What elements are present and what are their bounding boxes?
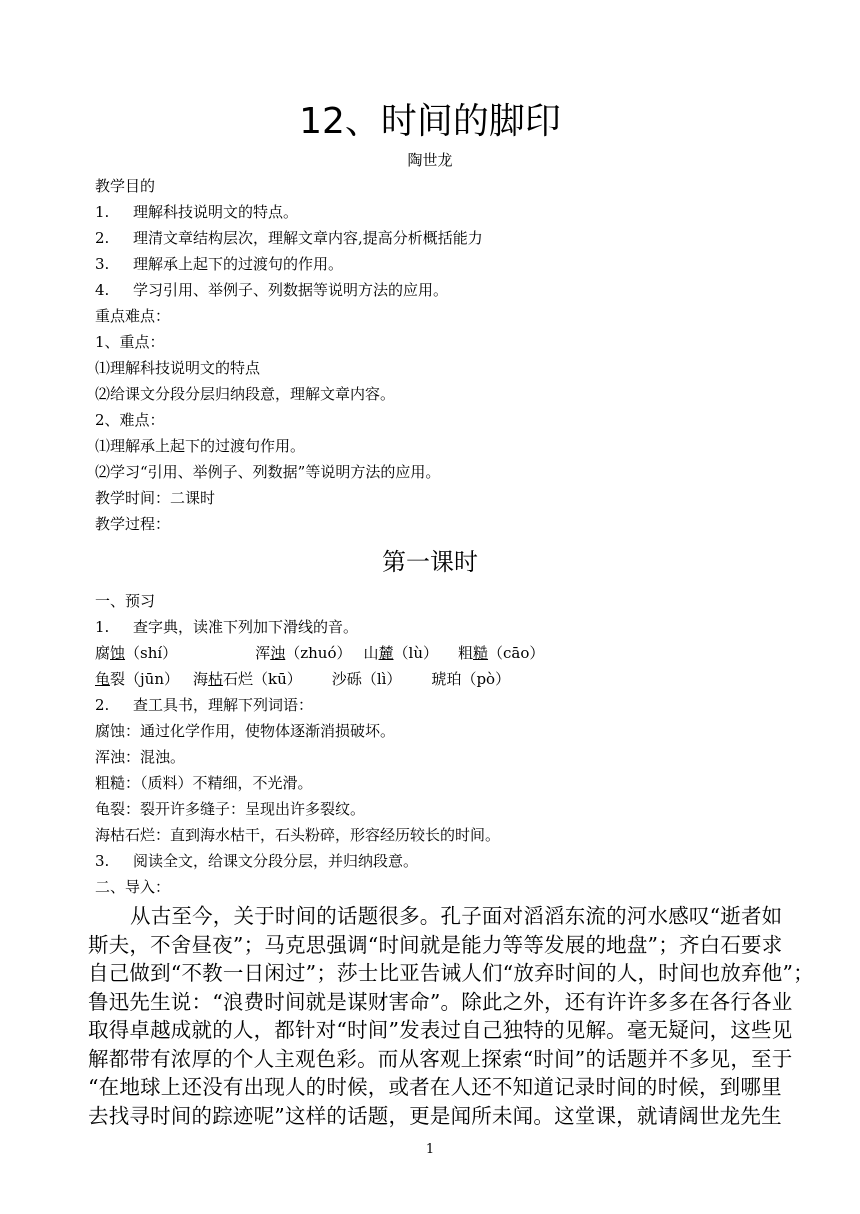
page-number: 1 — [425, 1142, 435, 1157]
author: 陶世龙 — [407, 151, 453, 169]
pinyin-row — [95, 642, 544, 664]
key-heading: 重点难点： — [95, 307, 171, 325]
goal-number: 1. — [95, 203, 110, 221]
step-number: 3. — [95, 852, 110, 870]
paragraph-line: “在地球上还没有出现人的时候，或者在人还不知道记录时间的时候，到哪里 — [88, 1075, 782, 1099]
goal-text: 理解承上起下的过渡句的作用。 — [133, 255, 344, 273]
goal-text: 理解科技说明文的特点。 — [133, 203, 299, 221]
goal-item — [95, 253, 343, 275]
word-definition: 粗糙：（质料）不精细，不光滑。 — [95, 774, 313, 792]
key-point-item: ⑴理解科技说明文的特点 — [95, 359, 261, 377]
goal-text: 学习引用、举例子、列数据等说明方法的应用。 — [133, 281, 449, 299]
pinyin-word: 海枯石烂（kū） — [193, 670, 302, 688]
lesson-title: 第一课时 — [382, 548, 478, 576]
teaching-process: 教学过程： — [95, 515, 171, 533]
paragraph-line: 鲁迅先生说：“浪费时间就是谋财害命”。除此之外，还有许许多多在各行各业 — [88, 989, 793, 1014]
word-definition: 海枯石烂：直到海水枯干，石头粉碎，形容经历较长的时间。 — [95, 826, 501, 844]
difficulty-item: ⑴理解承上起下的过渡句作用。 — [95, 437, 306, 455]
key-point-item: ⑵给课文分段分层归纳段意，理解文章内容。 — [95, 385, 396, 403]
paragraph-line: 自己做到“不教一日闲过”；莎士比亚告诫人们“放弃时间的人，时间也放弃他”； — [88, 961, 814, 985]
preview-step — [95, 850, 418, 872]
paragraph-line: 取得卓越成就的人，都针对“时间”发表过自己独特的见解。毫无疑问，这些见 — [88, 1018, 793, 1042]
goal-number: 4. — [95, 281, 110, 299]
goal-text: 理清文章结构层次，理解文章内容,提高分析概括能力 — [133, 229, 483, 247]
goal-number: 3. — [95, 255, 110, 273]
intro-heading: 二、导入： — [95, 878, 171, 896]
teaching-time: 教学时间：二课时 — [95, 489, 216, 507]
intro-paragraph — [88, 902, 814, 1130]
pinyin-word: 琥珀（pò） — [431, 670, 511, 688]
preview-heading: 一、预习 — [95, 592, 156, 610]
key-point-label: 1、重点： — [95, 333, 165, 351]
paragraph-line: 解都带有浓厚的个人主观色彩。而从客观上探索“时间”的话题并不多见，至于 — [88, 1046, 793, 1071]
pinyin-word: 浑浊（zhuó） — [255, 644, 352, 662]
paragraph-line: 斯夫，不舍昼夜”；马克思强调“时间就是能力等等发展的地盘”；齐白石要求 — [88, 932, 783, 957]
pinyin-word: 粗糙（cāo） — [457, 644, 545, 662]
difficulty-label: 2、难点： — [95, 411, 165, 429]
pinyin-word: 山麓（lù） — [363, 644, 438, 662]
pinyin-row — [95, 668, 510, 690]
preview-step — [95, 616, 358, 638]
goal-number: 2. — [95, 229, 110, 247]
goal-item — [95, 227, 483, 249]
paragraph-line: 从古至今，关于时间的话题很多。孔子面对滔滔东流的河水感叹“逝者如 — [130, 904, 783, 928]
word-definition: 腐蚀：通过化学作用，使物体逐渐消损破坏。 — [95, 722, 396, 740]
step-text: 查字典，读准下列加下滑线的音。 — [133, 618, 359, 636]
word-definition: 龟裂：裂开许多缝子：呈现出许多裂纹。 — [95, 800, 366, 818]
step-text: 阅读全文，给课文分段分层，并归纳段意。 — [133, 852, 419, 870]
goal-item — [95, 201, 298, 223]
step-number: 2. — [95, 696, 110, 714]
step-number: 1. — [95, 618, 110, 636]
word-definition: 浑浊：混浊。 — [95, 748, 186, 766]
preview-step — [95, 694, 313, 716]
pinyin-word: 腐蚀（shí） — [95, 644, 178, 662]
page-title: 12、时间的脚印 — [299, 101, 561, 142]
paragraph-line: 去找寻时间的踪迹呢”这样的话题，更是闻所未闻。这堂课，就请阔世龙先生 — [88, 1103, 782, 1128]
pinyin-word: 沙砾（lì） — [331, 670, 402, 688]
goal-item — [95, 279, 448, 301]
step-text: 查工具书，理解下列词语： — [133, 696, 314, 714]
difficulty-item: ⑵学习“引用、举例子、列数据”等说明方法的应用。 — [95, 463, 441, 481]
goals-heading: 教学目的 — [95, 177, 156, 195]
pinyin-word: 龟裂（jūn） — [95, 670, 179, 688]
